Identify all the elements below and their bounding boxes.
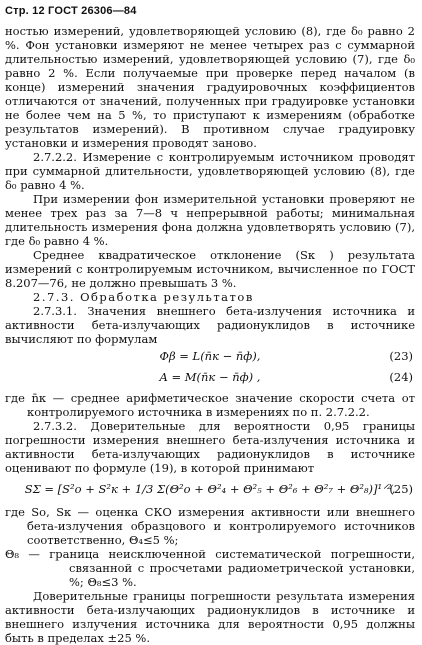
equation-23 xyxy=(5,349,415,367)
equation-25-number: (25) xyxy=(389,482,413,496)
paragraph-std-deviation: Среднее квадратическое отклонение (Sк ) результата измерений с контролируемым источником, вычисленное по ГОСТ 8.207—76, не должно превышать 3 %. xyxy=(5,248,415,290)
paragraph-confidence-limits: Доверительные границы погрешности результата измерения активности бета-излучающих радионуклидов в источнике и внешнего излучения источника для вероятности 0,95 должны быть в пределах ±25 %. xyxy=(5,589,415,645)
definition-so-sk: где Sо, Sк — оценка СКО измерения активности или внешнего бета-излучения образцового и контролируемого источников соответственно, Θ₄≤5 %; xyxy=(5,505,415,547)
definition-theta8: Θ₈ — граница неисключенной систематической погрешности, связанной с просчетами радиометрической установки, %; Θ₈≤3 %. xyxy=(5,547,415,589)
document-body xyxy=(5,24,415,645)
equation-24 xyxy=(5,370,415,388)
paragraph-2-7-3-1: 2.7.3.1. Значения внешнего бета-излучения источника и активности бета-излучающих радионуклидов в источнике вычисляют по формулам xyxy=(5,304,415,346)
equation-24-number: (24) xyxy=(389,370,413,384)
equation-24-formula: A = M(n̄к − n̄ф) , xyxy=(159,370,261,384)
paragraph-2-7-3-2: 2.7.3.2. Доверительные для вероятности 0,95 границы погрешности измерения внешнего бета-излучения источника и активности бета-излучающих радионуклидов в источнике оценивают по формуле (19), в которой принимают xyxy=(5,419,415,475)
page-header: Стр. 12 ГОСТ 26306—84 xyxy=(5,5,137,17)
equation-25-formula: SΣ = [S²о + S²к + 1/3 Σ(Θ²о + Θ²₄ + Θ²₅ + Θ²₆ + Θ²₇ + Θ²₈)]¹ᐟ², xyxy=(24,482,396,496)
equation-25 xyxy=(5,478,415,502)
paragraph-2-7-2-2: 2.7.2.2. Измерение с контролируемым источником проводят при суммарной длительности, удовлетворяющей условию (8), где δ₀ равно 4 %. xyxy=(5,150,415,192)
equation-23-formula: Φβ = L(n̄к − n̄ф), xyxy=(159,349,261,363)
definition-nk: где n̄к — среднее арифметическое значение скорости счета от контролируемого источника в измерениях по п. 2.7.2.2. xyxy=(5,391,415,419)
equation-23-number: (23) xyxy=(389,349,413,363)
paragraph-background-check: При измерении фон измерительной установки проверяют не менее трех раз за 7—8 ч непрерывной работы; минимальная длительность измерения фона должна удовлетворять условию (7), где δ₀ равно 4 %. xyxy=(5,192,415,248)
paragraph-continuation: ностью измерений, удовлетворяющей условию (8), где δ₀ равно 2 %. Фон установки измеряют не менее четырех раз с суммарной длительностью измерений, удовлетворяющей условию (7), где δ₀ равно 2 %. Если получаемые при проверке перед началом (в конце) измерений значения градуировочных коэффициентов отличаются от значений, полученных при градуировке установки не более чем на 5 %, то приступают к измерениям (обработке результатов измерений). В противном случае градуировку установки и измерения проводят заново. xyxy=(5,24,415,150)
section-heading-2-7-3: 2.7.3. Обработка результатов xyxy=(33,290,254,304)
